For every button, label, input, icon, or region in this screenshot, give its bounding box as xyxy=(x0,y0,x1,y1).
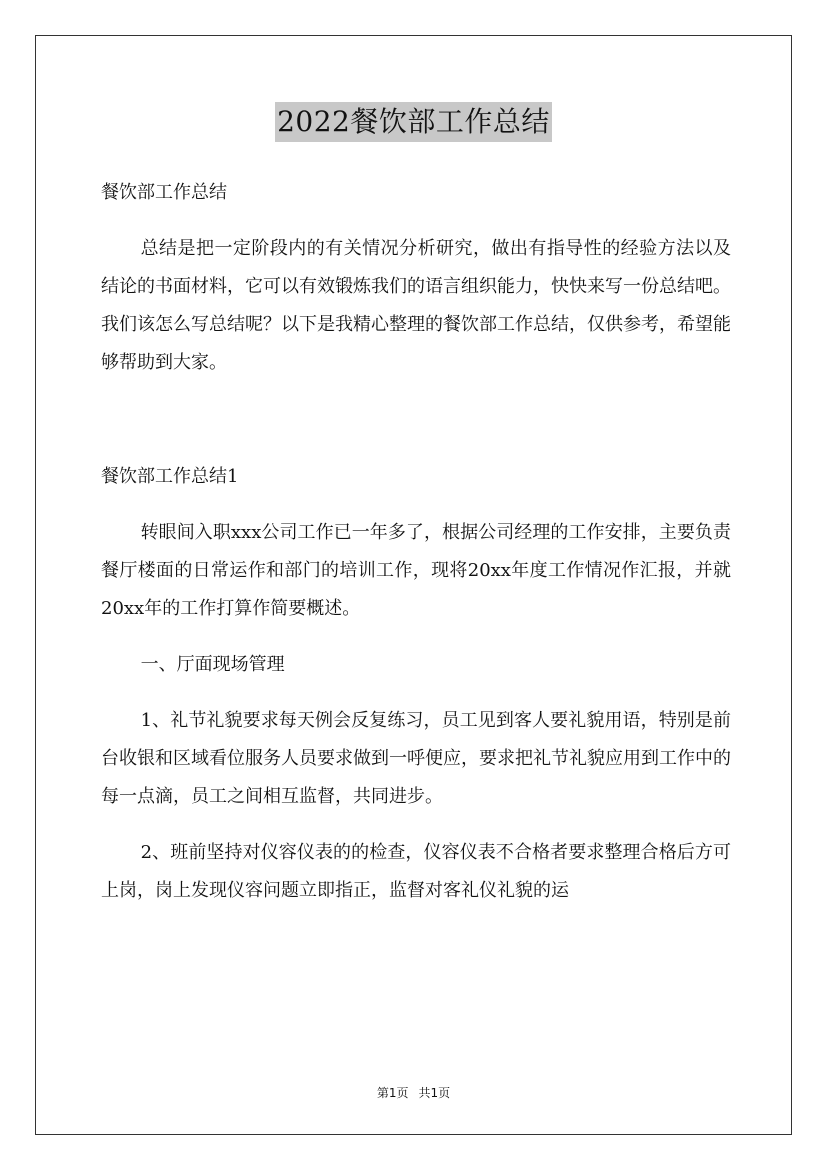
document-title: 2022餐饮部工作总结 xyxy=(275,102,552,142)
page-footer xyxy=(0,1084,827,1101)
body-paragraph: 转眼间入职xxx公司工作已一年多了，根据公司经理的工作安排，主要负责餐厅楼面的日常运作和部门的培训工作，现将20xx年度工作情况作汇报，并就20xx年的工作打算作简要概述。 xyxy=(101,522,731,619)
title-container xyxy=(0,102,827,142)
document-body xyxy=(101,174,731,910)
intro-paragraph: 总结是把一定阶段内的有关情况分析研究，做出有指导性的经验方法以及结论的书面材料，它可以有效锻炼我们的语言组织能力，快快来写一份总结吧。我们该怎么写总结呢？以下是我精心整理的餐饮部工作总结，仅供参考，希望能够帮助到大家。 xyxy=(101,238,731,373)
intro-heading: 餐饮部工作总结 xyxy=(101,182,227,203)
page-number-current: 第1页 xyxy=(376,1086,409,1100)
page-number-total: 共1页 xyxy=(418,1086,451,1100)
section-heading: 餐饮部工作总结1 xyxy=(101,466,239,487)
body-paragraph: 1、礼节礼貌要求每天例会反复练习，员工见到客人要礼貌用语，特别是前台收银和区域看位服务人员要求做到一呼便应，要求把礼节礼貌应用到工作中的每一点滴，员工之间相互监督，共同进步。 xyxy=(101,710,731,807)
body-paragraph: 2、班前坚持对仪容仪表的的检查，仪容仪表不合格者要求整理合格后方可上岗，岗上发现仪容问题立即指正，监督对客礼仪礼貌的运 xyxy=(101,842,731,901)
subsection-heading: 一、厅面现场管理 xyxy=(140,654,285,675)
